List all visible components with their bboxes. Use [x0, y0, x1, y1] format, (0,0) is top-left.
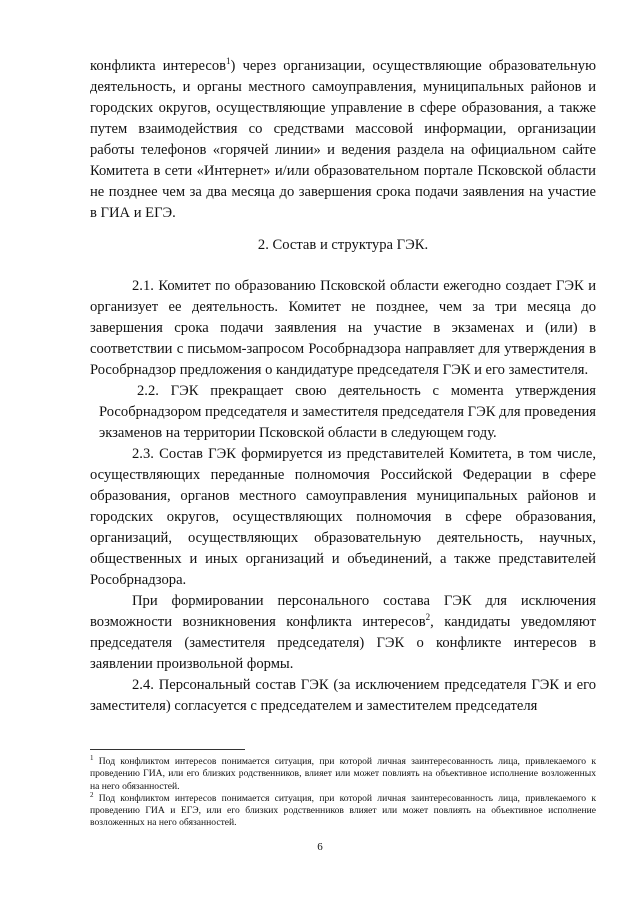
paragraph-2-2: 2.2. ГЭК прекращает свою деятельность с момента утверждения Рособрнадзором председателя и заместителя председателя ГЭК для проведения экзаменов на территории Псковской области в следующем году.: [99, 383, 596, 441]
footnote-ref-1[interactable]: 1: [226, 56, 231, 67]
footnote-2-mark: 2: [90, 790, 94, 799]
paragraph-composition: [90, 591, 596, 675]
footnote-1: [90, 753, 596, 793]
paragraph-2-4: 2.4. Персональный состав ГЭК (за исключением председателя ГЭК и его заместителя) согласуется с председателем и заместителем председателя: [90, 677, 596, 714]
footnote-ref-2[interactable]: 2: [425, 612, 431, 623]
paragraph-composition-text-a: При формировании персонального состава ГЭК для исключения возможности возникновения конфликта интересов: [90, 593, 596, 630]
footnote-2-text: Под конфликтом интересов понимается ситуация, при которой личная заинтересованность лица, привлекаемого к проведению ГИА и ЕГЭ, или его близких родственников влияет или может повлиять на объективное исполнение возложенных на него обязанностей.: [90, 792, 596, 829]
paragraph-composition-text-b: , кандидаты уведомляют председателя (заместителя председателя) ГЭК о конфликте интересов в заявлении произвольной формы.: [90, 614, 596, 672]
main-text: [90, 56, 596, 717]
footnote-1-text: Под конфликтом интересов понимается ситуация, при которой личная заинтересованность лица, привлекаемого к проведению ГИА, или его близких родственников, влияет или может повлиять на объективное исполнение возложенных на него обязанностей.: [90, 756, 596, 792]
page-number: 6: [317, 841, 323, 853]
paragraph-2-3: 2.3. Состав ГЭК формируется из представителей Комитета, в том числе, осуществляющих переданные полномочия Российской Федерации в сфере образования, органов местного самоуправления муниципальных районов и городских округов, осуществляющих полномочия в сфере образования, организаций, осуществляющих образовательную деятельность, научных, общественных и иных организаций и объединений, а также представителей Рособрнадзора.: [90, 446, 596, 588]
footnotes: [90, 753, 596, 830]
footnote-separator: [90, 749, 245, 750]
section-heading: 2. Состав и структура ГЭК.: [257, 237, 429, 253]
footnote-1-mark: 1: [90, 753, 94, 762]
footnote-2: [90, 790, 596, 830]
paragraph-intro: [90, 56, 596, 224]
paragraph-intro-text-b: ) через организации, осуществляющие образовательную деятельность, и органы местного самоуправления, муниципальных районов и городских округов, осуществляющие управление в сфере образования, а также путем взаимодействия со средствами массовой информации, организации работы телефонов «горячей линии» и ведения раздела на официальном сайте Комитета в сети «Интернет» и/или образовательном портале Псковской области не позднее чем за два месяца до завершения срока подачи заявления на участие в ГИА и ЕГЭ.: [90, 58, 596, 221]
paragraph-2-1: 2.1. Комитет по образованию Псковской области ежегодно создает ГЭК и организует ее деятельность. Комитет не позднее, чем за три месяца до завершения срока подачи заявления на участие в экзаменах и (или) в соответствии с письмом-запросом Рособрнадзора направляет для утверждения в Рособрнадзор предложения о кандидатуре председателя ГЭК и его заместителя.: [90, 278, 596, 378]
paragraph-intro-text-a: конфликта интересов: [90, 58, 227, 74]
